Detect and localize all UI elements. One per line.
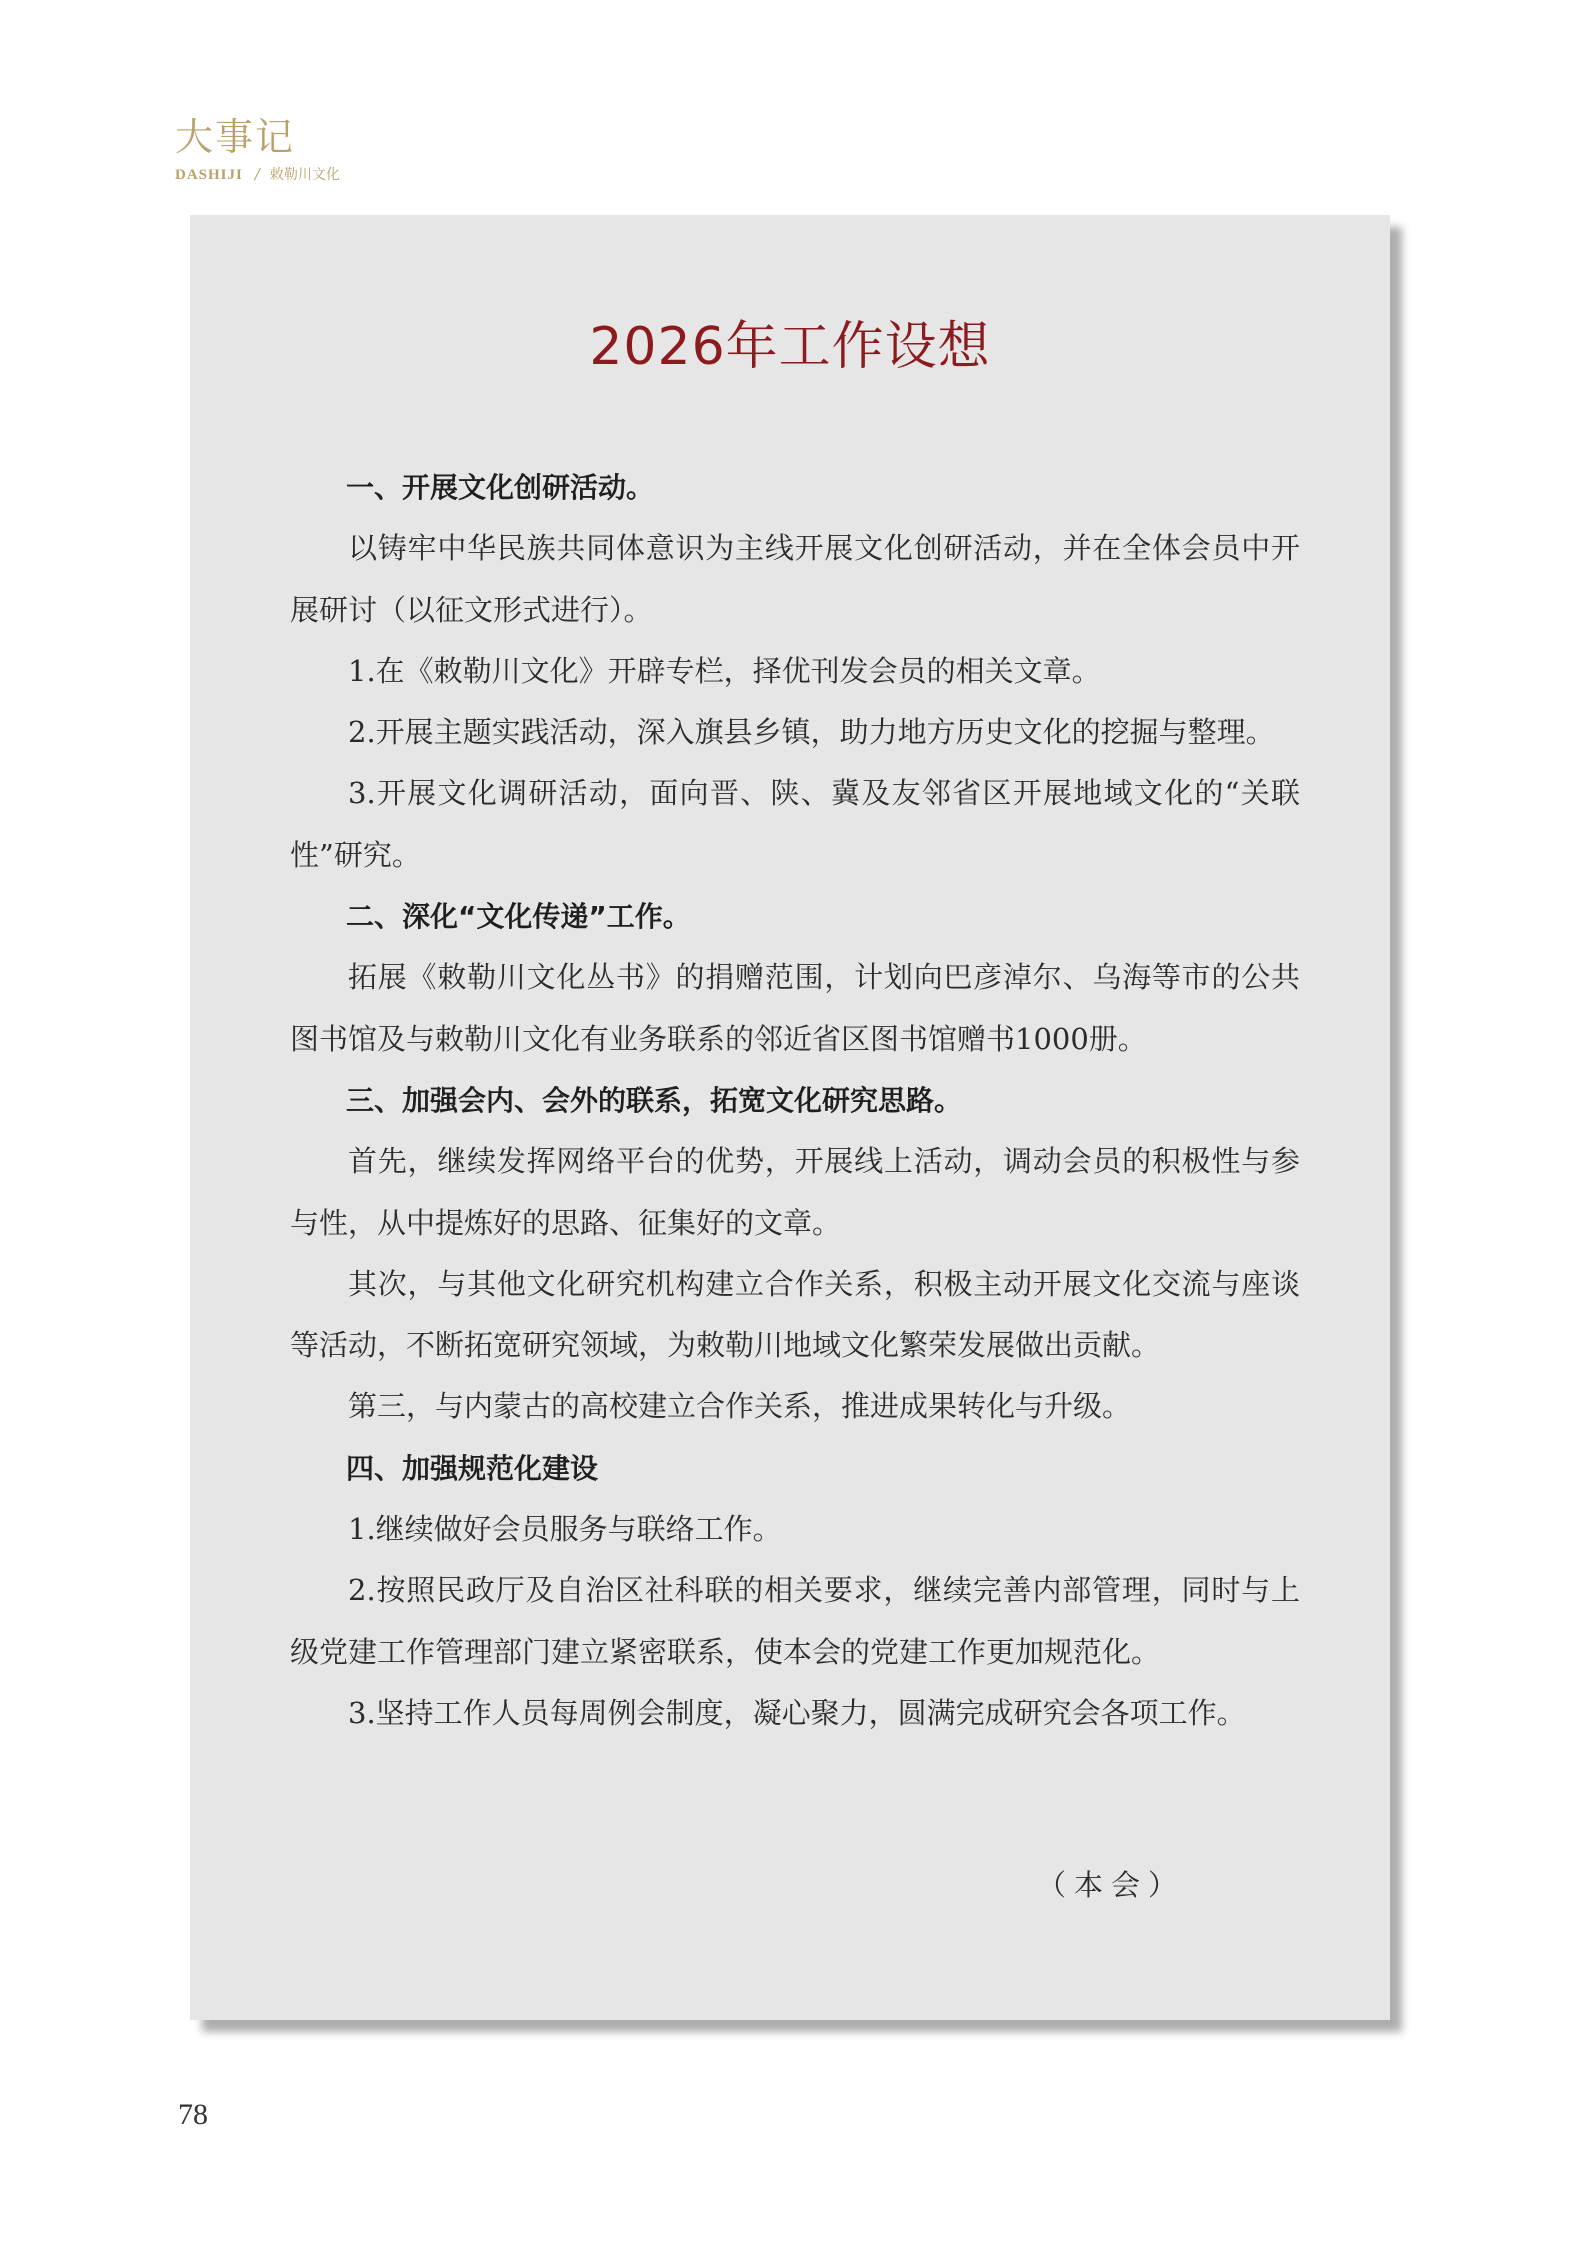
section-subtitle-latin: DASHIJI: [175, 167, 243, 183]
section-heading: 一、开展文化创研活动。: [346, 471, 655, 504]
signature: （本会）: [1036, 1868, 1185, 1902]
section-subtitle-cn: 敕勒川文化: [269, 167, 340, 183]
list-item: 3.坚持工作人员每周例会制度，凝心聚力，圆满完成研究会各项工作。: [348, 1695, 1246, 1730]
section-heading: 二、深化“文化传递”工作。: [346, 900, 691, 934]
section-title: 大事记: [175, 115, 296, 159]
section-subtitle: [175, 164, 340, 185]
article-body: [290, 457, 1300, 1744]
section-heading: 四、加强规范化建设: [346, 1451, 599, 1485]
list-item: 2.开展主题实践活动，深入旗县乡镇，助力地方历史文化的挖掘与整理。: [348, 715, 1275, 750]
article-card: [190, 215, 1390, 2020]
list-item: 1.继续做好会员服务与联络工作。: [348, 1512, 782, 1547]
body-paragraph: 拓展《敕勒川文化丛书》的捐赠范围，计划向巴彦淖尔、乌海等市的公共图书馆及与敕勒川文化有业务联系的邻近省区图书馆赠书1000册。: [290, 960, 1300, 1056]
body-paragraph: 以铸牢中华民族共同体意识为主线开展文化创研活动，并在全体会员中开展研讨（以征文形式进行）。: [290, 531, 1300, 627]
body-paragraph: 首先，继续发挥网络平台的优势，开展线上活动，调动会员的积极性与参与性，从中提炼好的思路、征集好的文章。: [290, 1144, 1300, 1240]
list-item: 3.开展文化调研活动，面向晋、陕、冀及友邻省区开展地域文化的“关联性”研究。: [290, 776, 1300, 872]
body-paragraph: 第三，与内蒙古的高校建立合作关系，推进成果转化与升级。: [348, 1389, 1132, 1424]
article-title: 2026年工作设想: [589, 317, 991, 377]
section-heading: 三、加强会内、会外的联系，拓宽文化研究思路。: [346, 1083, 963, 1117]
list-item: 1.在《敕勒川文化》开辟专栏，择优刊发会员的相关文章。: [348, 653, 1101, 688]
list-item: 2.按照民政厅及自治区社科联的相关要求，继续完善内部管理，同时与上级党建工作管理部门建立紧密联系，使本会的党建工作更加规范化。: [290, 1573, 1300, 1669]
section-subtitle-separator: /: [254, 165, 260, 183]
body-paragraph: 其次，与其他文化研究机构建立合作关系，积极主动开展文化交流与座谈等活动，不断拓宽研究领域，为敕勒川地域文化繁荣发展做出贡献。: [290, 1266, 1300, 1363]
page-number: 78: [178, 2098, 208, 2131]
